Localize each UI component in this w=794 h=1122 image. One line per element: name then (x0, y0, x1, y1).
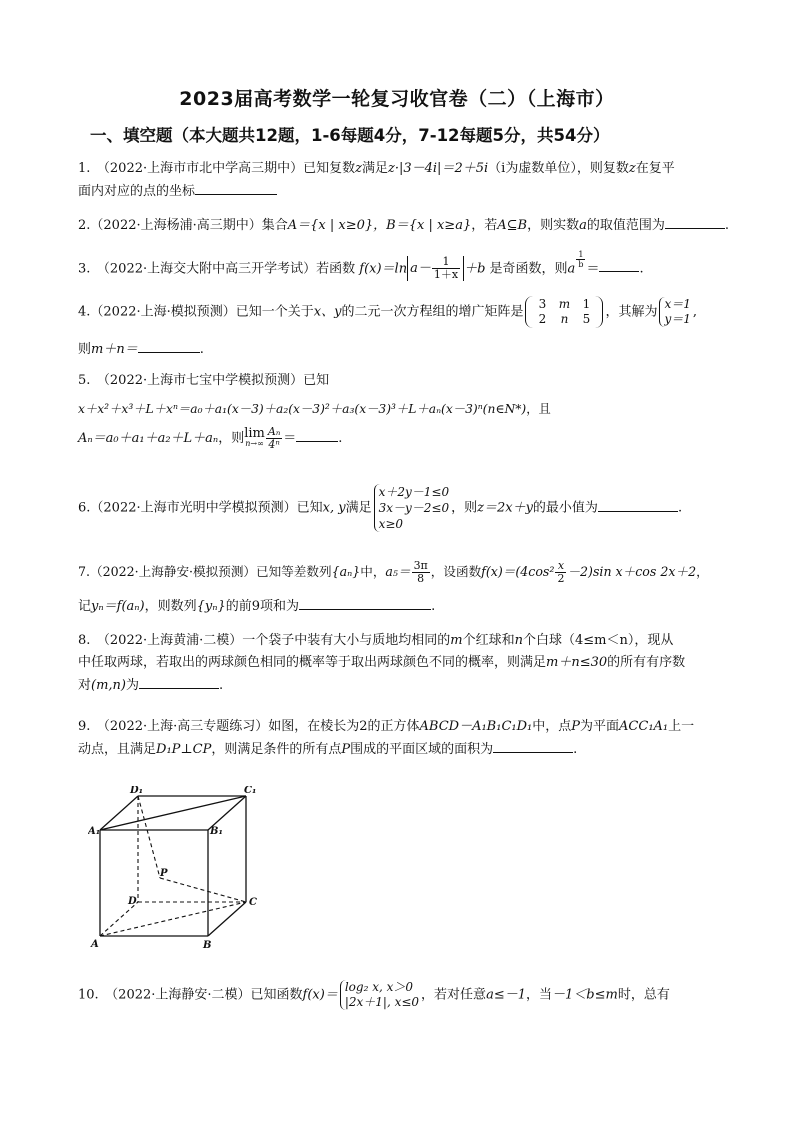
question-5: 5. （2022·上海市七宝中学模拟预测）已知 x＋x²＋x³＋L＋xⁿ＝a₀＋a₁(x－3)＋a₂(x－3)²＋a₃(x－3)³＋L＋aₙ(x－3)ⁿ(n∈N*)，且 Aₙ＝a₀＋a₁＋a₂＋L＋aₙ，则 lim n→∞ $\frac{\text{Aₙ}}{\text{4ⁿ}}$ ＝ . (78, 373, 551, 451)
answer-blank-7[interactable] (299, 595, 431, 610)
label-c: C (249, 897, 257, 908)
label-a: A (91, 939, 99, 950)
question-6: 6.（2022·上海市光明中学模拟预测）已知x, y满足x＋2y－1≤0 3x－y－2≤0 x≥0，则z＝2x＋y的最小值为 . (78, 485, 683, 531)
label-d: D (128, 896, 137, 907)
label-a1: A₁ (88, 826, 101, 837)
label-b1: B₁ (210, 826, 223, 837)
page-title: 2023届高考数学一轮复习收官卷（二）（上海市） (179, 88, 615, 110)
question-4: 4.（2022·上海·模拟预测）已知一个关于x、y的二元一次方程组的增广矩阵是3 m 1 2 n 5 ，其解为x＝1 y＝1 , 则m＋n＝ . (78, 297, 698, 357)
label-d1: D₁ (130, 786, 144, 796)
answer-blank-1[interactable] (195, 180, 277, 195)
augmented-matrix: 3 m 1 2 n 5 (525, 296, 603, 328)
answer-blank-8[interactable] (139, 674, 219, 689)
question-3: 3. （2022·上海交大附中高三开学考试）若函数 f(x)＝ln a－ $\frac{1}{1+x}$ ＋b 是奇函数，则a $\frac{1}{b}$ ＝ . (78, 250, 644, 282)
label-b: B (203, 940, 212, 951)
section-heading: 一、填空题（本大题共12题，1-6每题4分，7-12每题5分，共54分） (90, 126, 610, 145)
answer-blank-4[interactable] (138, 338, 200, 353)
question-10: 10. （2022·上海静安·二模）已知函数f(x)＝log₂ x, x＞0 |2x＋1|, x≤0 ，若对任意a≤－1，当－1＜b≤m时，总有 (78, 980, 670, 1009)
answer-blank-9[interactable] (493, 738, 573, 753)
question-1 (78, 158, 720, 203)
question-8: 8. （2022·上海黄浦·二模）一个袋子中装有大小与质地均相同的m个红球和n个白球（4≤m＜n），现从 中任取两球，若取出的两球颜色相同的概率等于取出两球颜色不同的概率，则满足m＋n≤30的所有有序数 对(m,n)为 . (78, 633, 686, 693)
label-c1: C₁ (244, 786, 257, 796)
q1-line-2: 面内对应的点的坐标 (78, 180, 720, 203)
constraint-system: x＋2y－1≤0 3x－y－2≤0 x≥0 (374, 484, 450, 532)
answer-blank-6[interactable] (598, 497, 678, 512)
piecewise-function: log₂ x, x＞0 |2x＋1|, x≤0 (340, 980, 419, 1010)
cube-figure (88, 786, 278, 956)
label-p: P (160, 868, 168, 879)
answer-blank-3[interactable] (599, 257, 639, 272)
q1-line-1: 1. （2022·上海市市北中学高三期中）已知复数z满足z·|3－4i|＝2＋5i（i为虚数单位），则复数z在复平 (78, 161, 675, 176)
question-2: 2.（2022·上海杨浦·高三期中）集合A＝{x | x≥0}，B＝{x | x≥a}，若A⊆B，则实数a的取值范围为 . (78, 214, 720, 237)
question-9: 9. （2022·上海·高三专题练习）如图，在棱长为2的正方体ABCD－A₁B₁C₁D₁中，点P为平面ACC₁A₁上一 动点，且满足D₁P⊥CP，则满足条件的所有点P围成的平面区域的面积为 . (78, 719, 695, 757)
answer-blank-5[interactable] (296, 427, 338, 442)
answer-blank-2[interactable] (665, 214, 725, 229)
question-7: 7.（2022·上海静安·模拟预测）已知等差数列{aₙ}中，a₅＝ $\frac{3\pi}{8}$ ，设函数f(x)＝(4cos² $\frac{x}{2}$ －2)sin x＋cos 2x＋2， 记yₙ＝f(aₙ)，则数列{yₙ}的前9项和为 . (78, 559, 709, 614)
